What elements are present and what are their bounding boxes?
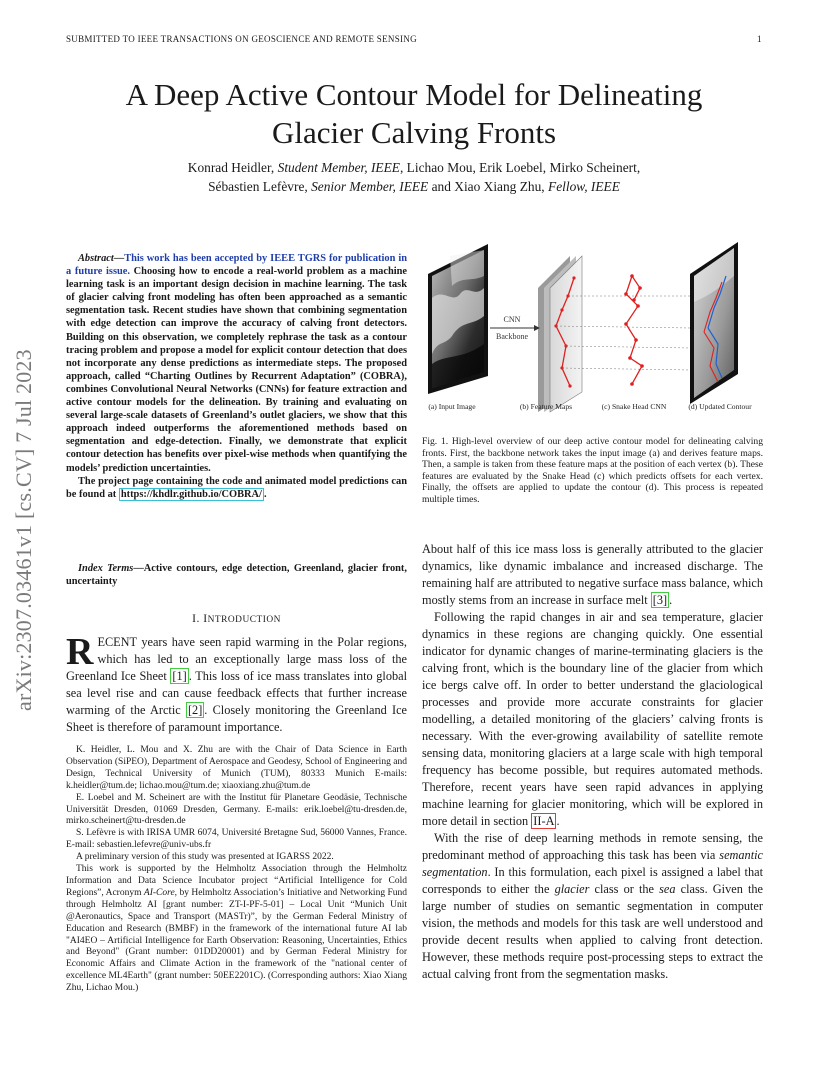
footnote-affiliation: S. Lefèvre is with IRISA UMR 6074, Université Bretagne Sud, 56000 Vannes, France. E-mail: sebastien.lefevre@univ-ubs.fr bbox=[66, 828, 407, 851]
author-name: and Xiao Xiang Zhu, bbox=[431, 179, 545, 194]
author-role: Fellow, IEEE bbox=[548, 179, 620, 194]
running-head: SUBMITTED TO IEEE TRANSACTIONS ON GEOSCIENCE AND REMOTE SENSING bbox=[66, 34, 417, 44]
backbone-label: Backbone bbox=[496, 332, 528, 341]
emphasis-text: semantic segmentation bbox=[422, 848, 763, 879]
abstract-dash: — bbox=[113, 253, 125, 264]
emphasis-text: sea bbox=[659, 882, 676, 896]
label-feature-maps: (b) Feature Maps bbox=[519, 402, 573, 411]
title-line-2: Glacier Calving Fronts bbox=[271, 115, 557, 150]
footnotes bbox=[66, 745, 407, 995]
funding-acronym: AI-Core bbox=[143, 887, 175, 898]
footnote-affiliation: K. Heidler, L. Mou and X. Zhu are with the Chair of Data Science in Earth Observation (SiPEO), Department of Aerospace and Geodesy, School of Engineering and Design, Technical University of Munich (TUM), 80333 Munich E-mails: k.heidler@tum.de; lichao.mou@tum.de; xiaoxiang.zhu@tum.de bbox=[66, 745, 407, 791]
abstract-body: Choosing how to encode a real-world problem as a machine learning task is an important design decision in machine learning. The task of glacier calving front modeling has often been approached as a semantic segmentation task. Recent studies have shown that combining segmentation with edge detection can improve the accuracy of calving front detectors. Building on this observation, we completely rephrase the task as a contour tracing problem and propose a model for explicit contour detection that does not incorporate any dense predictions as intermediate steps. The proposed approach, called “Charting Outlines by Recurrent Adaptation” (COBRA), combines Convolutional Neural Networks (CNNs) for feature extraction and active contour models for the delineation. By training and evaluating on several large-scale datasets of Greenland’s outlet glaciers, we show that this approach indeed outperforms the aforementioned methods based on segmentation and edge-detection. Finally, we demonstrate that explicit contour detection has benefits over pixel-wise methods when quantifying the models’ prediction uncertainties. bbox=[66, 266, 408, 474]
page-number: 1 bbox=[757, 34, 762, 44]
updated-contour-panel bbox=[690, 242, 738, 404]
body-text: . bbox=[556, 814, 560, 828]
section-numeral: I. bbox=[192, 612, 200, 625]
intro-text: . This loss of ice mass translates into global sea level rise and can cause feedback effects that further increase warming of the Arctic bbox=[66, 669, 408, 717]
section-title-rest: NTRODUCTION bbox=[207, 615, 281, 625]
author-name: , Lichao Mou, Erik Loebel, Mirko Scheinert, bbox=[399, 160, 641, 175]
funding-text: This work is supported by the Helmholtz Association through the Helmholtz Information and Data Science Incubator project “Artificial Intelligence for Cold Regions”, Acronym bbox=[66, 864, 407, 898]
label-updated-contour: (d) Updated Contour bbox=[688, 402, 752, 411]
body-paragraph bbox=[422, 830, 763, 983]
footnote-affiliation: E. Loebel and M. Scheinert are with the Institut für Planetare Geodäsie, Technische Universität Dresden, 01069 Dresden, Germany. E-mails: erik.loebel@tu-dresden.de, mirko.scheinert@tu-dresden.de bbox=[66, 792, 407, 827]
project-link[interactable]: https://khdlr.github.io/COBRA/ bbox=[120, 488, 262, 500]
intro-paragraph bbox=[66, 631, 408, 736]
author-role: Student Member, IEEE bbox=[277, 160, 400, 175]
footnote-funding bbox=[66, 864, 407, 995]
citation-link[interactable]: [2] bbox=[187, 703, 203, 717]
funding-text: , by Helmholtz Association’s Initiative and Networking Fund through Helmholtz AI [grant number: ZT-I-PF-5-01] – Local Unit “Munich Unit @Aeronautics, Space and Transport (MASTr)”, by the German Federal Ministry of Education and Research (BMBF) in the framework of the international future AI lab "AI4EO – Artificial Intelligence for Earth Observation: Reasoning, Uncertainties, Ethics and Beyond" (Grant number: 01DD20001) and by German Federal Ministry for Economic Affairs and Climate Action in the framework of the "national center of excellence ML4Earth" (grant number: 50EE2201C). (Corresponding authors: Xiao Xiang Zhu, Lichao Mou.) bbox=[66, 887, 407, 994]
introduction-text bbox=[66, 631, 408, 736]
abstract-paragraph bbox=[66, 252, 407, 475]
body-text: class. Given the large number of studies on semantic segmentation in computer vision, the methods and models for this task are well understood and provide decent results when applied to calving front detection. However, these methods require post-processing steps to extract the actual calving front from the segmentation masks. bbox=[422, 882, 764, 981]
body-text: . In this formulation, each pixel is assigned a label that corresponds to either the bbox=[422, 865, 763, 896]
abstract bbox=[66, 252, 407, 501]
section-first-letter: I bbox=[203, 612, 208, 625]
author-name: Konrad Heidler, bbox=[187, 160, 275, 175]
feature-maps-panel bbox=[538, 256, 582, 412]
cnn-backbone-arrow bbox=[490, 325, 540, 331]
arxiv-stamp: arXiv:2307.03461v1 [cs.CV] 7 Jul 2023 bbox=[11, 349, 36, 711]
emphasis-text: glacier bbox=[554, 882, 590, 896]
citation-link[interactable]: [1] bbox=[172, 669, 187, 683]
author-line-2 bbox=[40, 177, 788, 196]
author-list bbox=[40, 158, 788, 196]
acceptance-note: This work has been accepted by IEEE TGRS for publication in a future issue. bbox=[66, 253, 407, 278]
right-column-text bbox=[422, 541, 763, 983]
body-text: About half of this ice mass loss is generally attributed to the glacier dynamics, like dynamic imbalance and increased discharge. The remaining half are attributed to negative surface mass balance, which mostly stems from an increase in surface melt bbox=[422, 542, 763, 607]
drop-cap: R bbox=[66, 631, 94, 673]
author-role: Senior Member, IEEE bbox=[311, 179, 429, 194]
index-terms-label: Index Terms bbox=[78, 563, 134, 574]
caption-text: High-level overview of our deep active contour model for delineating calving fronts. First, the backbone network takes the input image (a) and derives feature maps. Then, a sample is taken from these feature maps at the position of each vertex (b). These features are evaluated by the Snake Head (c) which predicts offsets for each vertex. Finally, the offsets are applied to update the contour (d). This process is repeated multiple times. bbox=[422, 436, 763, 505]
intro-caps: ECENT bbox=[97, 635, 137, 649]
label-input-image: (a) Input Image bbox=[428, 402, 476, 411]
index-terms bbox=[66, 562, 407, 588]
label-snake-head: (c) Snake Head CNN bbox=[601, 402, 667, 411]
figure-1-diagram bbox=[422, 236, 763, 416]
abstract-label: Abstract bbox=[78, 253, 114, 264]
intro-text: years have seen rapid warming in the Polar regions, which has led to an exceptionally large mass loss of the Greenland Ice Sheet bbox=[66, 635, 407, 683]
intro-text: . Closely monitoring the Greenland Ice Sheet is therefore of paramount importance. bbox=[66, 703, 407, 734]
body-text: class or the bbox=[589, 882, 660, 896]
caption-label: Fig. 1. bbox=[422, 436, 449, 447]
project-suffix: . bbox=[263, 488, 267, 500]
index-terms-body: Active contours, edge detection, Greenland, glacier front, uncertainty bbox=[66, 563, 407, 588]
input-image-panel bbox=[428, 244, 488, 394]
figure-1 bbox=[422, 236, 763, 416]
body-paragraph bbox=[422, 541, 763, 609]
project-text: The project page containing the code and animated model predictions can be found at bbox=[66, 475, 407, 500]
author-line-1 bbox=[40, 158, 788, 177]
body-text: Following the rapid changes in air and sea temperature, glacier dynamics in these regions are changing quickly. One essential indicator for dynamic changes of marine-terminating glaciers is the calving front, which is the boundary line of the glacier from which ice bergs calve off. In order to better understand the glaciological processes and provide more accurate constraints for glacier modelling, a detailed monitoring of the glaciers’ calving fronts is necessary. With the ever-growing availability of satellite remote sensing data, monitoring glaciers at a large scale with high temporal frequency has become possible, but requires automated methods. Therefore, recent years have seen rapid advances in applying machine learning for glacier monitoring, which will be explored in more detail in section bbox=[422, 610, 763, 828]
figure-1-caption bbox=[422, 436, 763, 506]
body-paragraph bbox=[422, 609, 763, 830]
paper-title bbox=[40, 76, 788, 152]
body-text: . bbox=[669, 593, 673, 607]
section-link[interactable]: II-A bbox=[533, 814, 555, 828]
author-name: Sébastien Lefèvre, bbox=[208, 179, 308, 194]
project-paragraph bbox=[66, 475, 407, 501]
cnn-label: CNN bbox=[503, 315, 521, 324]
section-heading-introduction bbox=[66, 612, 407, 625]
index-terms-dash: — bbox=[133, 563, 144, 574]
citation-link[interactable]: [3] bbox=[652, 593, 668, 607]
title-line-1: A Deep Active Contour Model for Delineating bbox=[125, 77, 703, 112]
footnote-note: A preliminary version of this study was presented at IGARSS 2022. bbox=[76, 852, 334, 863]
body-text: With the rise of deep learning methods in remote sensing, the predominant method of approaching this task has been via bbox=[422, 831, 763, 862]
